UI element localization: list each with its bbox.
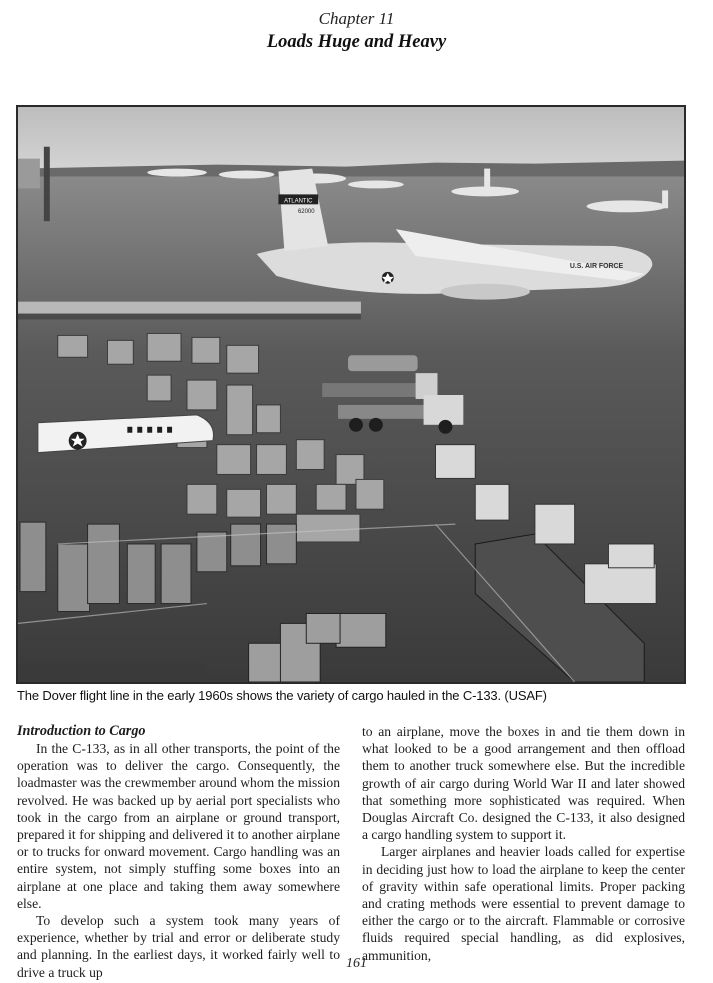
paragraph: To develop such a system took many years of experience, whether by trial and error or deliberate study and planning. In the earliest days, it worked fairly well to drive a truck up <box>17 913 340 980</box>
fuselage-marking: U.S. AIR FORCE <box>569 262 624 270</box>
paragraph-continued: to an airplane, move the boxes in and tie them down in what looked to be a good arrangement and then offload them to another truck somewhere else. But the incredible growth of air cargo during World War II and later showed that something more sophisticated was required. When Douglas Aircraft Co. designed the C-133, it also designed a cargo handling system to support it. <box>362 724 685 843</box>
foreground-roof <box>18 663 207 682</box>
tail-name: ATLANTIC <box>284 198 313 205</box>
tail-number: 62000 <box>297 209 315 216</box>
loading-dock <box>18 302 361 316</box>
section-heading: Introduction to Cargo <box>17 723 146 739</box>
light-tower <box>44 147 50 221</box>
paragraph: Larger airplanes and heavier loads called for expertise in deciding just how to load the airplane to keep the center of gravity within safe operational limits. Proper packing and crating methods were essential to prevent damage to either the cargo or to the aircraft. Flammable or corrosive fluids required special handling, as did explosives, ammunition, <box>362 844 685 963</box>
landing-gear-pod <box>440 284 529 300</box>
chapter-title: Loads Huge and Heavy <box>266 32 447 52</box>
body-column-left <box>17 723 340 981</box>
hangar-building <box>18 159 40 189</box>
chapter-number: Chapter 11 <box>318 9 395 28</box>
paragraph: In the C-133, as in all other transports, the point of the operation was to deliver the cargo. Consequently, the loadmaster was the crewmember around whom the mission revolved. He was backed up by aerial port specialists who took in the cargo from an airplane or ground transport, prepared it for shipping and delivered it to another airplane or to trucks for onward movement. Cargo handling was an entire system, not simply stuffing some boxes into an airplane at one place and taking them away somewhere else. <box>17 741 340 911</box>
flight-line-photo <box>16 105 686 684</box>
figure-caption: The Dover flight line in the early 1960s shows the variety of cargo hauled in the C-133. (USAF) <box>17 688 547 703</box>
page-number: 161 <box>346 956 367 971</box>
body-column-right <box>362 723 685 964</box>
flight-line-photo-illustration <box>18 107 684 682</box>
